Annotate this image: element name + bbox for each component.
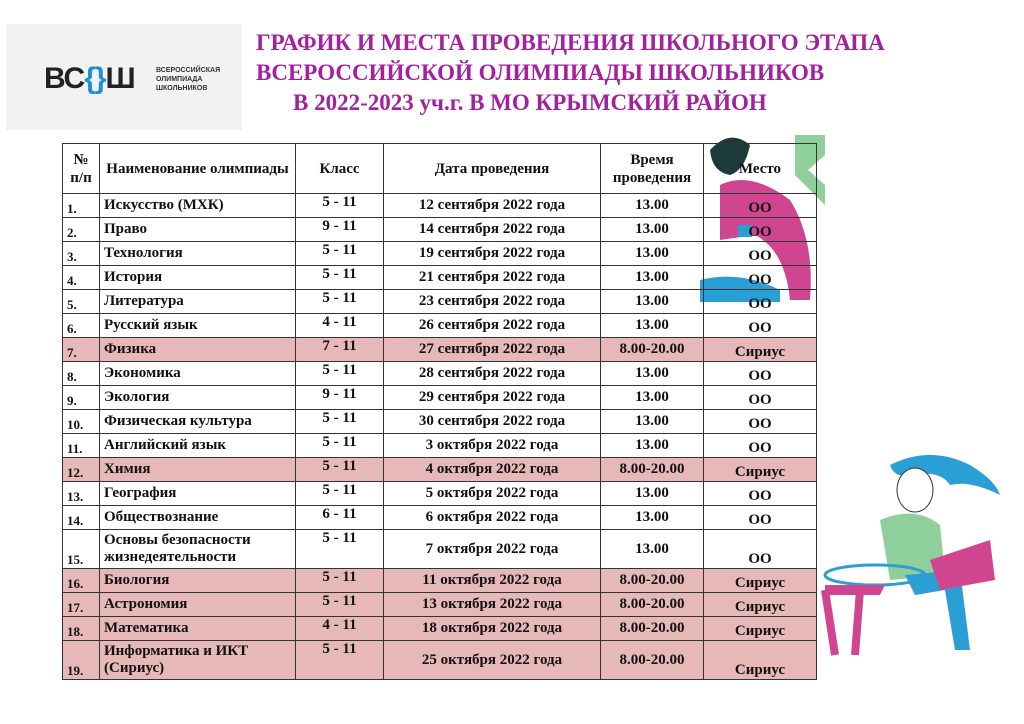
table-row (63, 194, 817, 218)
grade-range: 5 - 11 (296, 194, 384, 218)
grade-range: 5 - 11 (296, 482, 384, 506)
date: 11 октября 2022 года (384, 569, 601, 593)
olympiad-name: Биология (100, 569, 296, 593)
place: ОО (704, 218, 817, 242)
time: 13.00 (601, 482, 704, 506)
grade-range: 5 - 11 (296, 242, 384, 266)
time: 13.00 (601, 362, 704, 386)
table-header-row (63, 144, 817, 194)
row-number: 6. (63, 314, 100, 338)
olympiad-name: Экономика (100, 362, 296, 386)
grade-range: 4 - 11 (296, 617, 384, 641)
page-title-line-1: ГРАФИК И МЕСТА ПРОВЕДЕНИЯ ШКОЛЬНОГО ЭТАПА (256, 30, 885, 55)
logo-text: ВСЕРОССИЙСКАЯ ОЛИМПИАДА ШКОЛЬНИКОВ (156, 67, 221, 92)
place: ОО (704, 314, 817, 338)
olympiad-name: Русский язык (100, 314, 296, 338)
table-row (63, 641, 817, 680)
olympiad-name: Искусство (МХК) (100, 194, 296, 218)
place: ОО (704, 506, 817, 530)
grade-range: 9 - 11 (296, 218, 384, 242)
time: 13.00 (601, 218, 704, 242)
page-title-line-2: ВСЕРОССИЙСКОЙ ОЛИМПИАДЫ ШКОЛЬНИКОВ (256, 60, 825, 85)
place: ОО (704, 482, 817, 506)
header-grade: Класс (296, 144, 384, 194)
grade-range: 5 - 11 (296, 434, 384, 458)
row-number: 12. (63, 458, 100, 482)
table-row (63, 314, 817, 338)
page-title-line-3: В 2022-2023 уч.г. В МО КРЫМСКИЙ РАЙОН (293, 90, 767, 115)
time: 13.00 (601, 194, 704, 218)
table-row (63, 617, 817, 641)
date: 26 сентября 2022 года (384, 314, 601, 338)
place: Сириус (704, 569, 817, 593)
row-number: 7. (63, 338, 100, 362)
time: 8.00-20.00 (601, 458, 704, 482)
time: 8.00-20.00 (601, 338, 704, 362)
time: 13.00 (601, 506, 704, 530)
olympiad-name: Экология (100, 386, 296, 410)
olympiad-name: Английский язык (100, 434, 296, 458)
time: 8.00-20.00 (601, 641, 704, 680)
olympiad-name: Химия (100, 458, 296, 482)
grade-range: 7 - 11 (296, 338, 384, 362)
laptop-girl-illustration (820, 450, 1005, 675)
row-number: 5. (63, 290, 100, 314)
olympiad-name: Астрономия (100, 593, 296, 617)
grade-range: 5 - 11 (296, 593, 384, 617)
time: 8.00-20.00 (601, 617, 704, 641)
row-number: 3. (63, 242, 100, 266)
place: ОО (704, 386, 817, 410)
olympiad-name: Физическая культура (100, 410, 296, 434)
grade-range: 5 - 11 (296, 530, 384, 569)
olympiad-name: Физика (100, 338, 296, 362)
place: Сириус (704, 593, 817, 617)
header-place: Место (704, 144, 817, 194)
grade-range: 5 - 11 (296, 641, 384, 680)
logo-mark: ВС{}Ш (44, 62, 135, 95)
header-name: Наименование олимпиады (100, 144, 296, 194)
row-number: 10. (63, 410, 100, 434)
olympiad-schedule-table (62, 143, 817, 680)
olympiad-name: Информатика и ИКТ (Сириус) (100, 641, 296, 680)
grade-range: 5 - 11 (296, 458, 384, 482)
time: 13.00 (601, 242, 704, 266)
olympiad-name: Обществознание (100, 506, 296, 530)
grade-range: 9 - 11 (296, 386, 384, 410)
place: ОО (704, 434, 817, 458)
table-row (63, 458, 817, 482)
row-number: 14. (63, 506, 100, 530)
grade-range: 5 - 11 (296, 290, 384, 314)
place: Сириус (704, 338, 817, 362)
date: 21 сентября 2022 года (384, 266, 601, 290)
date: 14 сентября 2022 года (384, 218, 601, 242)
time: 13.00 (601, 290, 704, 314)
time: 13.00 (601, 266, 704, 290)
table-row (63, 218, 817, 242)
row-number: 13. (63, 482, 100, 506)
place: ОО (704, 410, 817, 434)
place: Сириус (704, 617, 817, 641)
date: 28 сентября 2022 года (384, 362, 601, 386)
header-number: № п/п (63, 144, 100, 194)
time: 13.00 (601, 530, 704, 569)
olympiad-name: Право (100, 218, 296, 242)
grade-range: 5 - 11 (296, 266, 384, 290)
date: 3 октября 2022 года (384, 434, 601, 458)
row-number: 2. (63, 218, 100, 242)
table-row (63, 266, 817, 290)
olympiad-name: Литература (100, 290, 296, 314)
table-row (63, 434, 817, 458)
date: 7 октября 2022 года (384, 530, 601, 569)
row-number: 9. (63, 386, 100, 410)
time: 13.00 (601, 386, 704, 410)
header-date: Дата проведения (384, 144, 601, 194)
place: ОО (704, 266, 817, 290)
date: 4 октября 2022 года (384, 458, 601, 482)
place: Сириус (704, 641, 817, 680)
date: 18 октября 2022 года (384, 617, 601, 641)
grade-range: 4 - 11 (296, 314, 384, 338)
olympiad-name: Основы безопасности жизнедеятельности (100, 530, 296, 569)
table-row (63, 569, 817, 593)
row-number: 18. (63, 617, 100, 641)
time: 13.00 (601, 314, 704, 338)
table-row (63, 386, 817, 410)
table-row (63, 410, 817, 434)
table-row (63, 242, 817, 266)
olympiad-name: Технология (100, 242, 296, 266)
row-number: 17. (63, 593, 100, 617)
date: 29 сентября 2022 года (384, 386, 601, 410)
date: 30 сентября 2022 года (384, 410, 601, 434)
table-row (63, 362, 817, 386)
time: 8.00-20.00 (601, 593, 704, 617)
date: 12 сентября 2022 года (384, 194, 601, 218)
grade-range: 6 - 11 (296, 506, 384, 530)
table-row (63, 290, 817, 314)
place: ОО (704, 290, 817, 314)
date: 13 октября 2022 года (384, 593, 601, 617)
date: 25 октября 2022 года (384, 641, 601, 680)
table-row (63, 593, 817, 617)
table-row (63, 506, 817, 530)
time: 8.00-20.00 (601, 569, 704, 593)
row-number: 19. (63, 641, 100, 680)
place: ОО (704, 242, 817, 266)
place: ОО (704, 530, 817, 569)
time: 13.00 (601, 434, 704, 458)
grade-range: 5 - 11 (296, 569, 384, 593)
place: Сириус (704, 458, 817, 482)
table-row (63, 530, 817, 569)
vsosh-logo (6, 24, 242, 130)
grade-range: 5 - 11 (296, 410, 384, 434)
place: ОО (704, 362, 817, 386)
date: 27 сентября 2022 года (384, 338, 601, 362)
olympiad-name: География (100, 482, 296, 506)
date: 5 октября 2022 года (384, 482, 601, 506)
grade-range: 5 - 11 (296, 362, 384, 386)
row-number: 1. (63, 194, 100, 218)
row-number: 8. (63, 362, 100, 386)
place: ОО (704, 194, 817, 218)
olympiad-name: История (100, 266, 296, 290)
row-number: 16. (63, 569, 100, 593)
row-number: 11. (63, 434, 100, 458)
row-number: 15. (63, 530, 100, 569)
row-number: 4. (63, 266, 100, 290)
olympiad-name: Математика (100, 617, 296, 641)
header-time: Время проведения (601, 144, 704, 194)
date: 19 сентября 2022 года (384, 242, 601, 266)
table-row (63, 482, 817, 506)
date: 23 сентября 2022 года (384, 290, 601, 314)
table-row (63, 338, 817, 362)
time: 13.00 (601, 410, 704, 434)
date: 6 октября 2022 года (384, 506, 601, 530)
